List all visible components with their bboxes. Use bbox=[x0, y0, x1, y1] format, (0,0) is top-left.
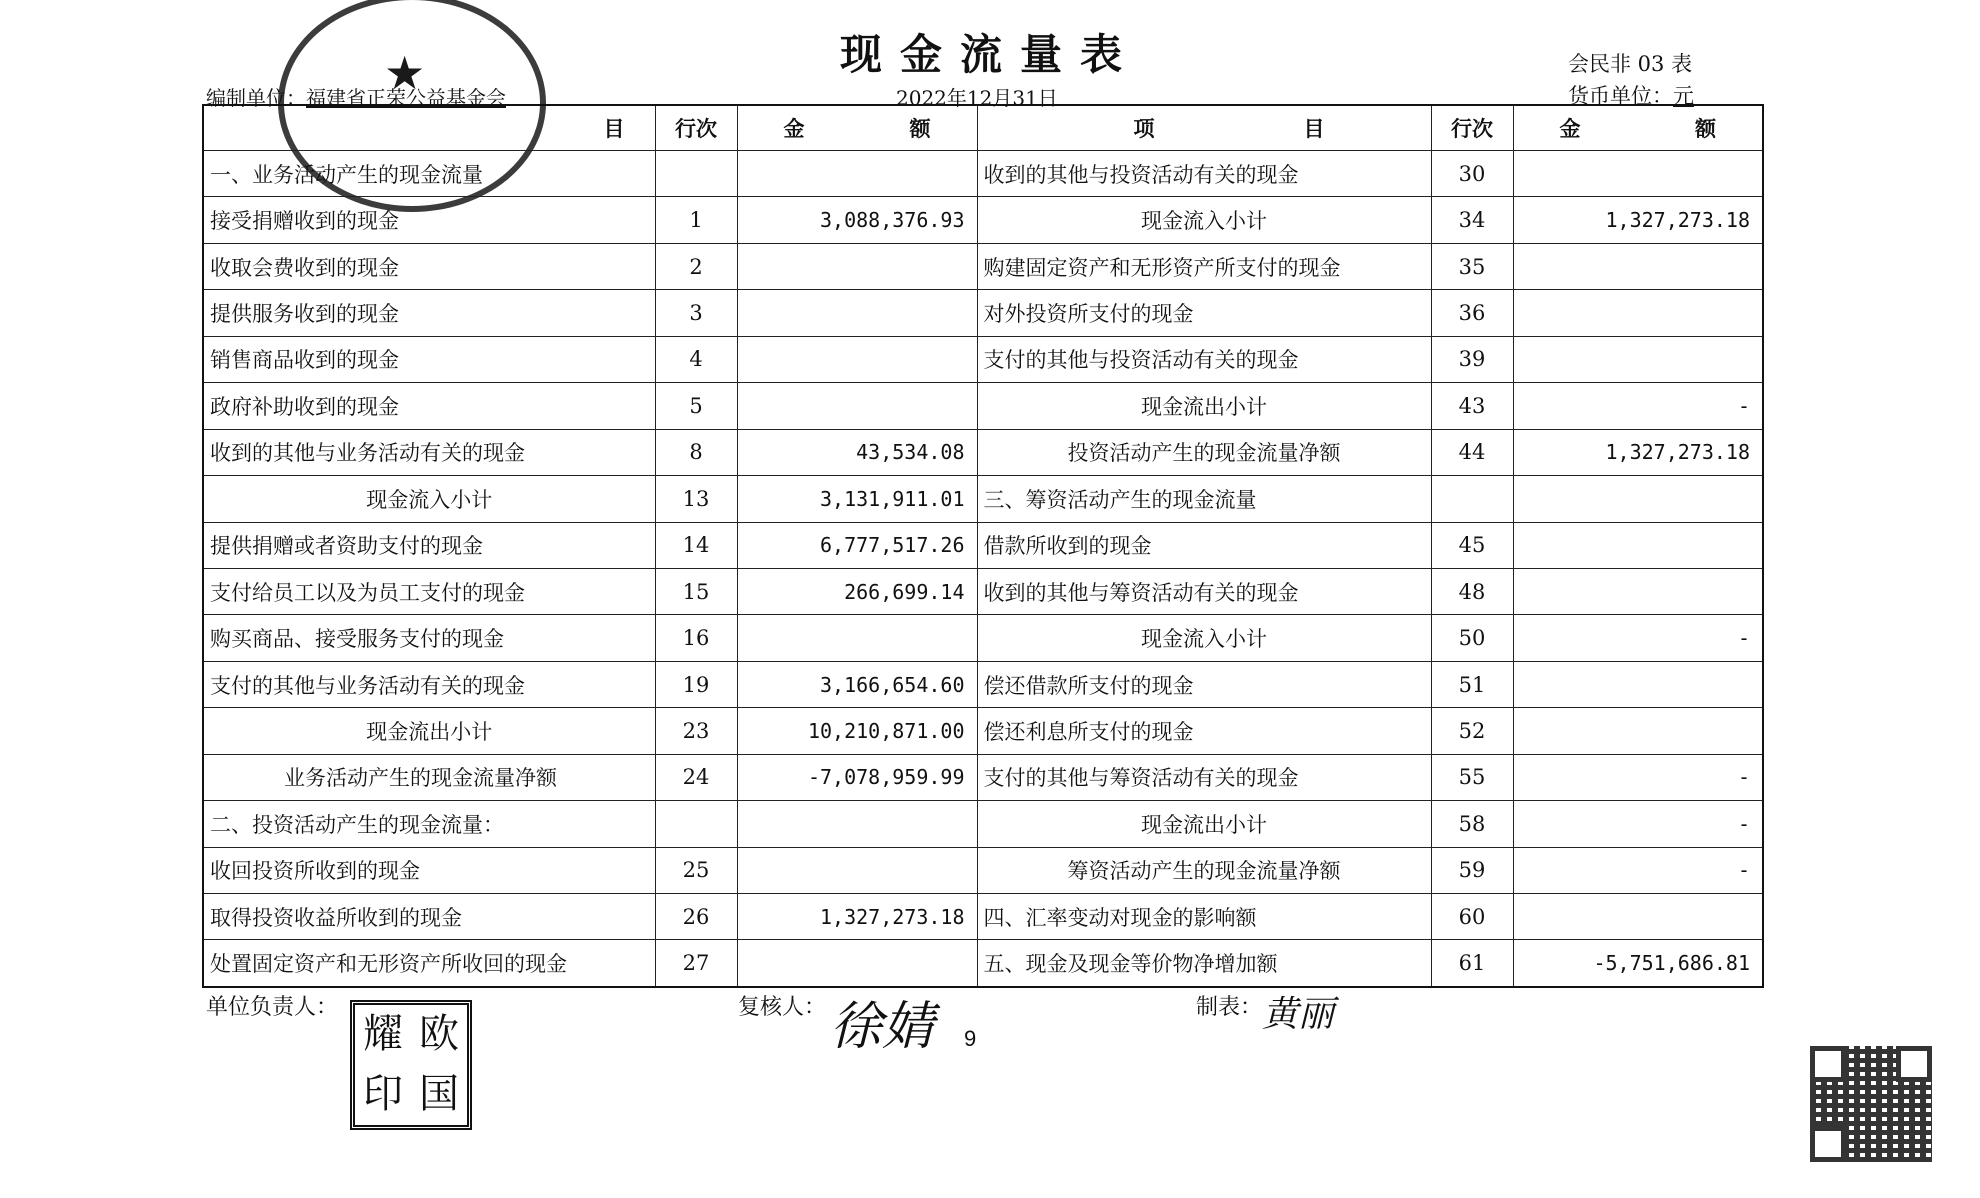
left-item-cell: 处置固定资产和无形资产所收回的现金 bbox=[203, 940, 655, 987]
left-item-cell: 购买商品、接受服务支付的现金 bbox=[203, 615, 655, 661]
preparer-signature: 黄丽 bbox=[1262, 994, 1335, 1035]
right-amount-cell: -5,751,686.81 bbox=[1513, 940, 1763, 987]
left-amount-cell: 6,777,517.26 bbox=[737, 522, 977, 568]
right-item-cell: 支付的其他与投资活动有关的现金 bbox=[977, 336, 1431, 382]
right-amount-cell bbox=[1513, 243, 1763, 289]
left-row-number-cell: 3 bbox=[655, 290, 737, 336]
table-row bbox=[203, 708, 1763, 754]
right-amount-cell bbox=[1513, 151, 1763, 197]
right-amount-cell bbox=[1513, 522, 1763, 568]
left-item-cell: 提供服务收到的现金 bbox=[203, 290, 655, 336]
responsible-stamp bbox=[350, 1000, 472, 1130]
left-row-number-cell: 19 bbox=[655, 661, 737, 707]
right-amount-cell: - bbox=[1513, 754, 1763, 800]
right-item-cell: 收到的其他与投资活动有关的现金 bbox=[977, 151, 1431, 197]
org-label: 编制单位： bbox=[206, 86, 306, 110]
right-amount-cell bbox=[1513, 708, 1763, 754]
reviewer-signature: 徐婧 bbox=[830, 997, 935, 1057]
stamp-char-4: 国 bbox=[419, 1071, 459, 1117]
left-item-cell: 现金流入小计 bbox=[203, 476, 655, 522]
left-amount-cell bbox=[737, 801, 977, 847]
left-amount-cell bbox=[737, 615, 977, 661]
stamp-char-3: 印 bbox=[363, 1071, 403, 1117]
left-amount-cell bbox=[737, 847, 977, 893]
left-row-number-cell bbox=[655, 151, 737, 197]
header-amount-right-a: 金 bbox=[1559, 116, 1581, 141]
table-row bbox=[203, 754, 1763, 800]
left-amount-cell: 3,088,376.93 bbox=[737, 197, 977, 243]
header-item-left: 目 bbox=[203, 105, 655, 151]
right-row-number-cell: 30 bbox=[1431, 151, 1513, 197]
table-row bbox=[203, 847, 1763, 893]
right-amount-cell: - bbox=[1513, 383, 1763, 429]
left-amount-cell: 10,210,871.00 bbox=[737, 708, 977, 754]
right-amount-cell bbox=[1513, 661, 1763, 707]
table-row bbox=[203, 429, 1763, 475]
right-amount-cell bbox=[1513, 290, 1763, 336]
right-amount-cell bbox=[1513, 894, 1763, 940]
left-item-cell: 收回投资所收到的现金 bbox=[203, 847, 655, 893]
table-row bbox=[203, 290, 1763, 336]
right-row-number-cell: 36 bbox=[1431, 290, 1513, 336]
table-row bbox=[203, 197, 1763, 243]
form-code: 会民非 03 表 bbox=[1568, 52, 1693, 76]
cash-flow-table bbox=[202, 104, 1764, 988]
left-row-number-cell: 15 bbox=[655, 568, 737, 614]
right-item-cell: 现金流入小计 bbox=[977, 197, 1431, 243]
right-row-number-cell: 58 bbox=[1431, 801, 1513, 847]
right-item-cell: 现金流出小计 bbox=[977, 801, 1431, 847]
header-row-right: 行次 bbox=[1431, 105, 1513, 151]
left-row-number-cell: 8 bbox=[655, 429, 737, 475]
left-row-number-cell: 23 bbox=[655, 708, 737, 754]
left-row-number-cell: 27 bbox=[655, 940, 737, 987]
left-item-cell: 取得投资收益所收到的现金 bbox=[203, 894, 655, 940]
stamp-char-1: 耀 bbox=[363, 1011, 403, 1057]
left-amount-cell: -7,078,959.99 bbox=[737, 754, 977, 800]
right-item-cell: 对外投资所支付的现金 bbox=[977, 290, 1431, 336]
right-row-number-cell: 43 bbox=[1431, 383, 1513, 429]
left-item-cell: 支付给员工以及为员工支付的现金 bbox=[203, 568, 655, 614]
left-amount-cell bbox=[737, 336, 977, 382]
left-item-cell: 提供捐赠或者资助支付的现金 bbox=[203, 522, 655, 568]
right-row-number-cell: 44 bbox=[1431, 429, 1513, 475]
right-amount-cell bbox=[1513, 476, 1763, 522]
left-row-number-cell: 13 bbox=[655, 476, 737, 522]
right-row-number-cell: 45 bbox=[1431, 522, 1513, 568]
right-item-cell: 偿还借款所支付的现金 bbox=[977, 661, 1431, 707]
left-row-number-cell: 16 bbox=[655, 615, 737, 661]
table-row bbox=[203, 894, 1763, 940]
left-item-cell: 收到的其他与业务活动有关的现金 bbox=[203, 429, 655, 475]
table-row bbox=[203, 801, 1763, 847]
table-row bbox=[203, 476, 1763, 522]
page-title: 现金流量表 bbox=[839, 30, 1140, 79]
right-row-number-cell: 51 bbox=[1431, 661, 1513, 707]
report-date: 2022年12月31日 bbox=[896, 86, 1058, 110]
right-row-number-cell: 59 bbox=[1431, 847, 1513, 893]
responsible-label: 单位负责人： bbox=[206, 995, 339, 1020]
header-amount-right bbox=[1513, 105, 1763, 151]
right-amount-cell: 1,327,273.18 bbox=[1513, 429, 1763, 475]
header-row-left: 行次 bbox=[655, 105, 737, 151]
table-row bbox=[203, 568, 1763, 614]
left-amount-cell: 266,699.14 bbox=[737, 568, 977, 614]
header-item-right-a: 项 bbox=[1133, 116, 1155, 141]
left-amount-cell: 3,166,654.60 bbox=[737, 661, 977, 707]
right-row-number-cell bbox=[1431, 476, 1513, 522]
right-row-number-cell: 50 bbox=[1431, 615, 1513, 661]
org-name: 福建省正荣公益基金会 bbox=[306, 86, 506, 110]
right-item-cell: 三、筹资活动产生的现金流量 bbox=[977, 476, 1431, 522]
left-amount-cell bbox=[737, 383, 977, 429]
currency-value: 元 bbox=[1673, 84, 1694, 108]
left-amount-cell: 43,534.08 bbox=[737, 429, 977, 475]
right-row-number-cell: 34 bbox=[1431, 197, 1513, 243]
left-amount-cell bbox=[737, 940, 977, 987]
header-item-right-b: 目 bbox=[1303, 116, 1325, 141]
right-item-cell: 现金流入小计 bbox=[977, 615, 1431, 661]
left-row-number-cell: 2 bbox=[655, 243, 737, 289]
right-amount-cell bbox=[1513, 336, 1763, 382]
left-amount-cell: 1,327,273.18 bbox=[737, 894, 977, 940]
reviewer-label: 复核人： bbox=[738, 995, 827, 1020]
right-row-number-cell: 35 bbox=[1431, 243, 1513, 289]
table-row bbox=[203, 661, 1763, 707]
right-item-cell: 投资活动产生的现金流量净额 bbox=[977, 429, 1431, 475]
right-item-cell: 偿还利息所支付的现金 bbox=[977, 708, 1431, 754]
right-row-number-cell: 55 bbox=[1431, 754, 1513, 800]
table-row bbox=[203, 243, 1763, 289]
left-row-number-cell: 14 bbox=[655, 522, 737, 568]
header-amount-right-b: 额 bbox=[1695, 116, 1716, 141]
right-item-cell: 四、汇率变动对现金的影响额 bbox=[977, 894, 1431, 940]
left-item-cell: 接受捐赠收到的现金 bbox=[203, 197, 655, 243]
right-item-cell: 现金流出小计 bbox=[977, 383, 1431, 429]
left-row-number-cell: 1 bbox=[655, 197, 737, 243]
table-row bbox=[203, 151, 1763, 197]
header-amount-left-b: 额 bbox=[909, 116, 931, 141]
left-row-number-cell: 25 bbox=[655, 847, 737, 893]
right-row-number-cell: 60 bbox=[1431, 894, 1513, 940]
table-row bbox=[203, 336, 1763, 382]
left-amount-cell bbox=[737, 290, 977, 336]
table-row bbox=[203, 522, 1763, 568]
left-item-cell: 销售商品收到的现金 bbox=[203, 336, 655, 382]
page-number: 9 bbox=[964, 1026, 977, 1051]
currency-label: 货币单位： bbox=[1568, 84, 1673, 108]
right-item-cell: 收到的其他与筹资活动有关的现金 bbox=[977, 568, 1431, 614]
left-row-number-cell bbox=[655, 801, 737, 847]
right-item-cell: 五、现金及现金等价物净增加额 bbox=[977, 940, 1431, 987]
stamp-char-2: 欧 bbox=[419, 1011, 459, 1057]
right-amount-cell: 1,327,273.18 bbox=[1513, 197, 1763, 243]
right-row-number-cell: 39 bbox=[1431, 336, 1513, 382]
header-amount-left bbox=[737, 105, 977, 151]
right-amount-cell bbox=[1513, 568, 1763, 614]
table-row bbox=[203, 615, 1763, 661]
table-header-row bbox=[203, 105, 1763, 151]
left-row-number-cell: 24 bbox=[655, 754, 737, 800]
right-item-cell: 支付的其他与筹资活动有关的现金 bbox=[977, 754, 1431, 800]
right-item-cell: 筹资活动产生的现金流量净额 bbox=[977, 847, 1431, 893]
right-amount-cell: - bbox=[1513, 615, 1763, 661]
left-amount-cell bbox=[737, 243, 977, 289]
right-item-cell: 购建固定资产和无形资产所支付的现金 bbox=[977, 243, 1431, 289]
right-amount-cell: - bbox=[1513, 801, 1763, 847]
left-row-number-cell: 26 bbox=[655, 894, 737, 940]
left-item-cell: 业务活动产生的现金流量净额 bbox=[203, 754, 655, 800]
left-item-cell: 二、投资活动产生的现金流量： bbox=[203, 801, 655, 847]
header-item-right bbox=[977, 105, 1431, 151]
table-row bbox=[203, 383, 1763, 429]
table-row bbox=[203, 940, 1763, 987]
seal-star-icon: ★ bbox=[384, 46, 426, 100]
right-row-number-cell: 48 bbox=[1431, 568, 1513, 614]
qr-code-icon bbox=[1810, 1046, 1932, 1162]
left-item-cell: 支付的其他与业务活动有关的现金 bbox=[203, 661, 655, 707]
left-item-cell: 一、业务活动产生的现金流量 bbox=[203, 151, 655, 197]
right-amount-cell: - bbox=[1513, 847, 1763, 893]
left-item-cell: 政府补助收到的现金 bbox=[203, 383, 655, 429]
left-amount-cell: 3,131,911.01 bbox=[737, 476, 977, 522]
left-row-number-cell: 5 bbox=[655, 383, 737, 429]
left-row-number-cell: 4 bbox=[655, 336, 737, 382]
right-row-number-cell: 61 bbox=[1431, 940, 1513, 987]
left-item-cell: 收取会费收到的现金 bbox=[203, 243, 655, 289]
right-item-cell: 借款所收到的现金 bbox=[977, 522, 1431, 568]
header-amount-left-a: 金 bbox=[783, 116, 805, 141]
preparer-label: 制表： bbox=[1196, 995, 1263, 1020]
left-item-cell: 现金流出小计 bbox=[203, 708, 655, 754]
left-amount-cell bbox=[737, 151, 977, 197]
right-row-number-cell: 52 bbox=[1431, 708, 1513, 754]
